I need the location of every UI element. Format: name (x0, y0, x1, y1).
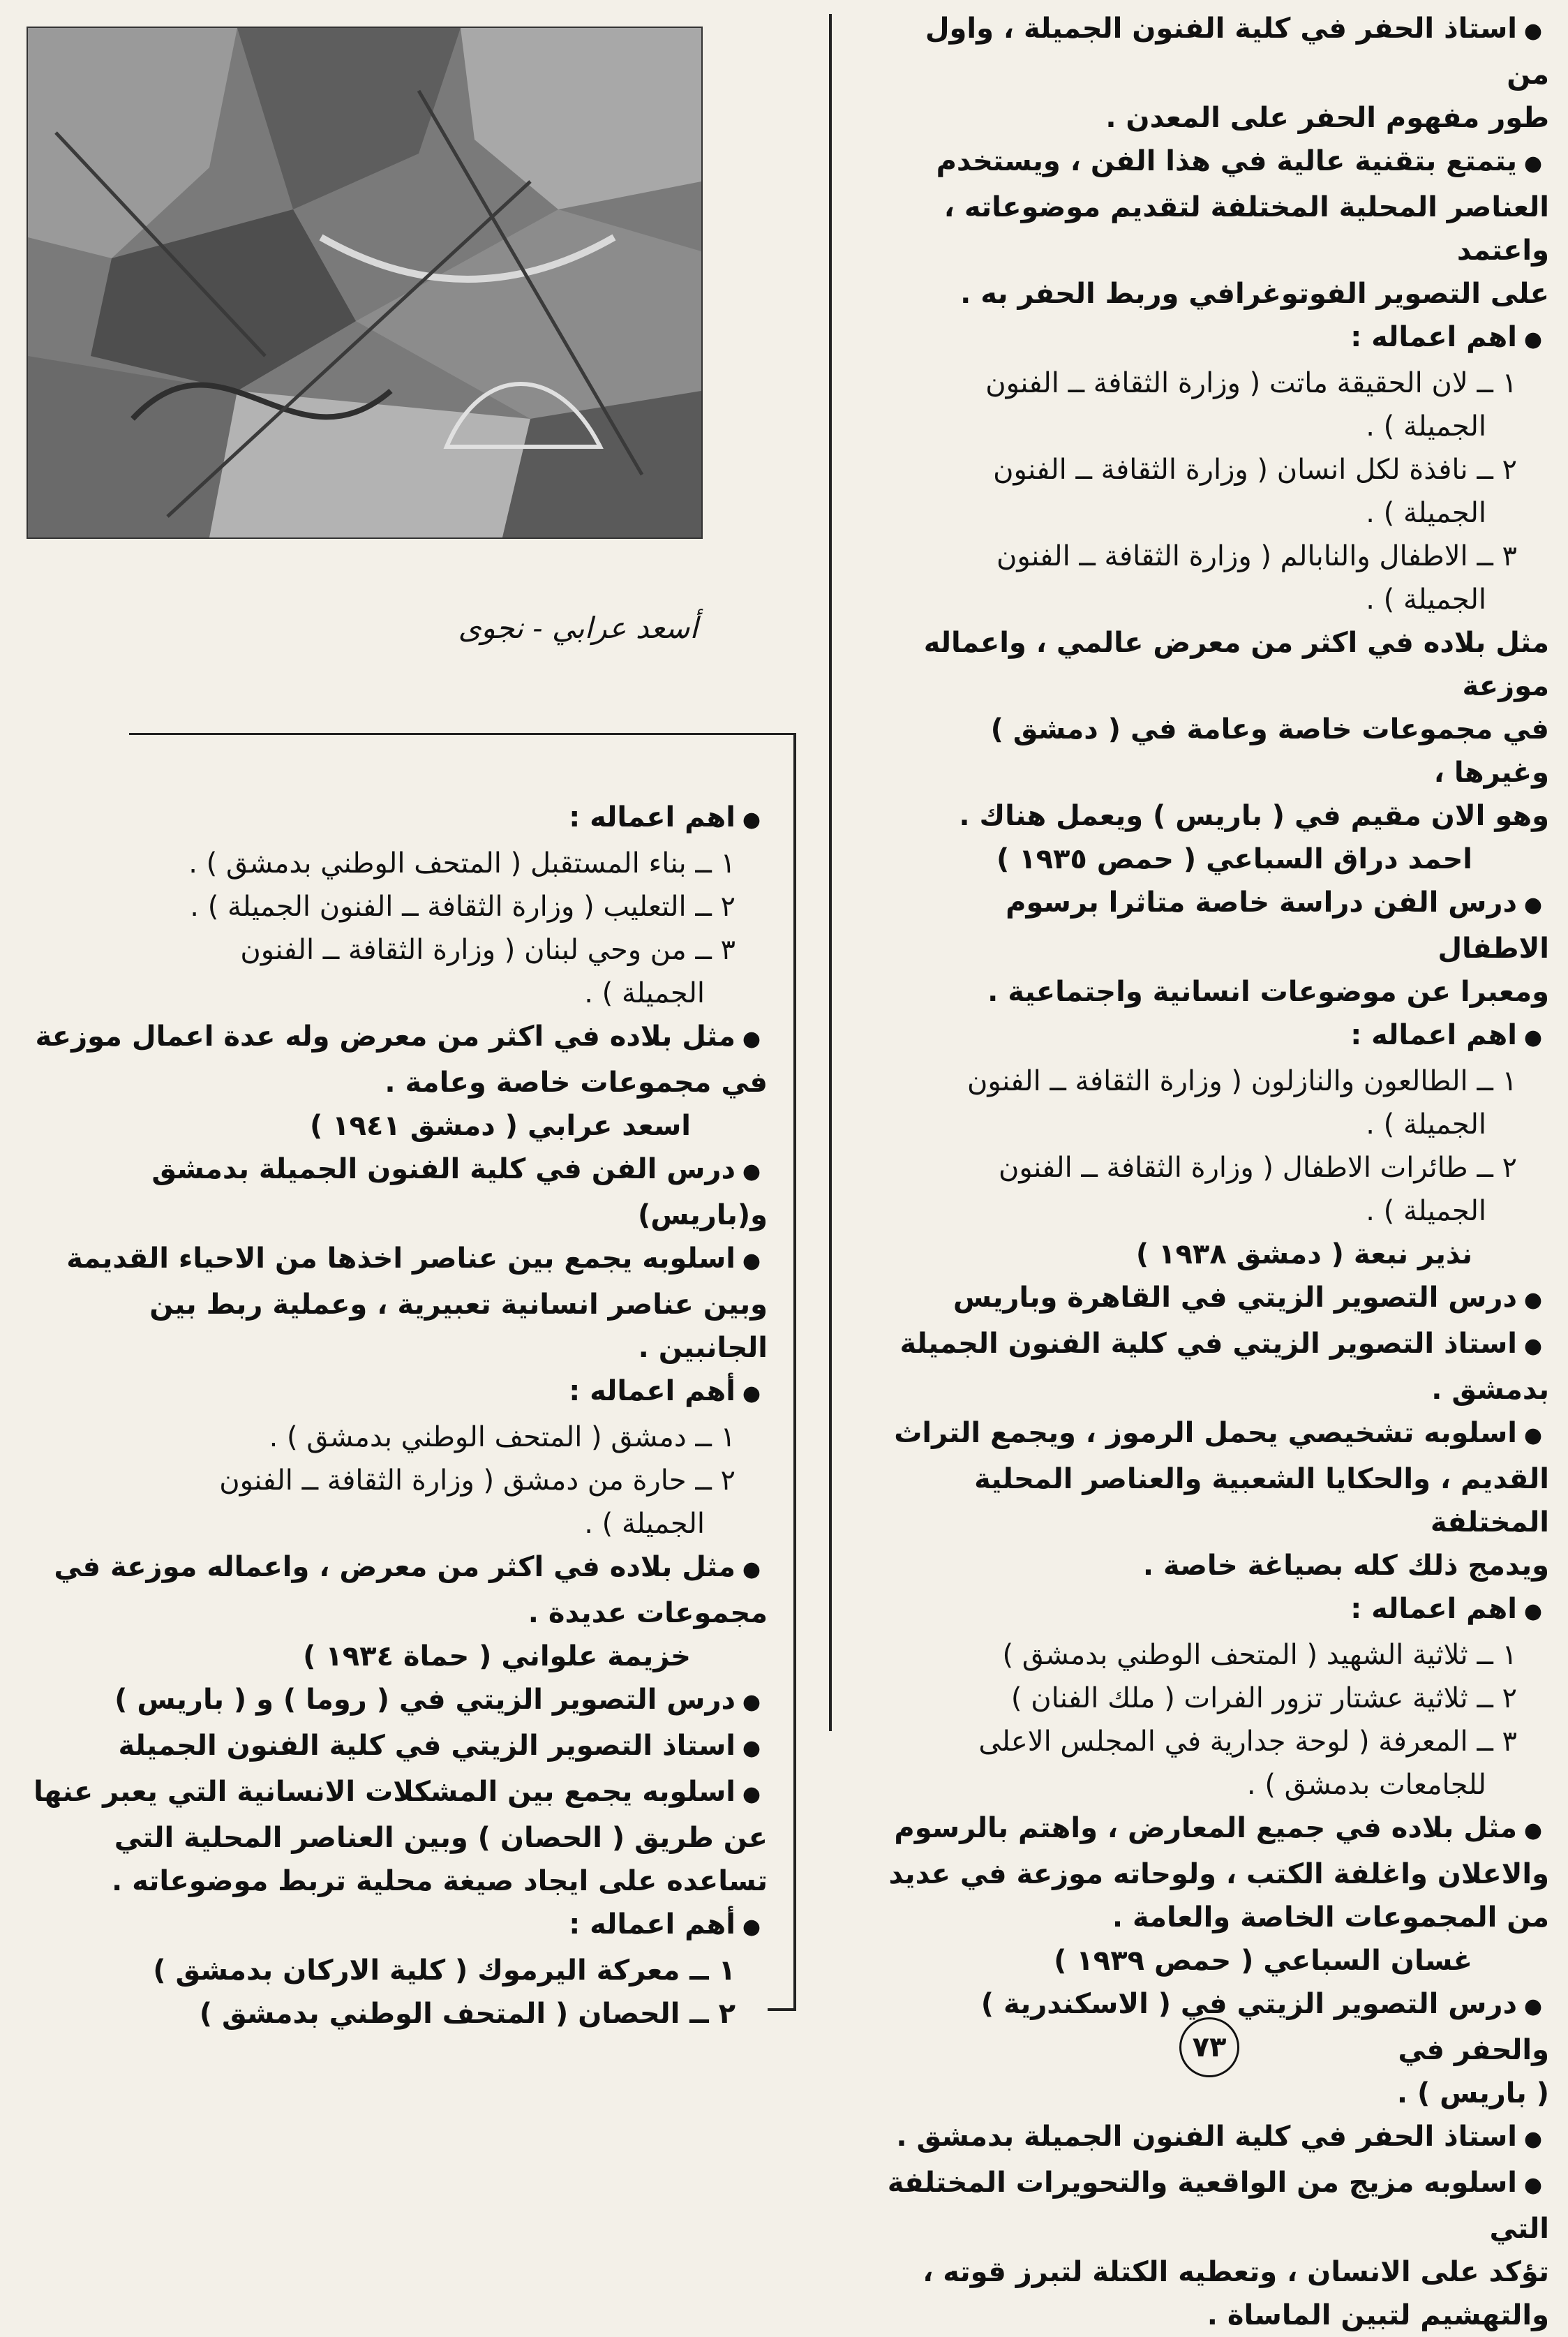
list-item: ٣ ــ الاطفال والنابالم ( وزارة الثقافة ــ الفنون (996, 540, 1517, 572)
bullet-line: ● درس التصوير الزيتي في القاهرة وباريس (886, 1276, 1549, 1322)
bullet-line: ● درس الفن دراسة خاصة متاثرا برسوم الاطفال (886, 881, 1549, 970)
artist-name: اسعد عرابي ( دمشق ١٩٤١ ) (309, 1110, 691, 1142)
bullet-line: ● اسلوبه تشخيصي يحمل الرموز ، ويجمع التراث (886, 1411, 1549, 1457)
bullet-line: ● مثل بلاده في اكثر من معرض ، واعماله موزعة في (28, 1545, 768, 1592)
text-line: في مجموعات خاصة وعامة في ( دمشق ) وغيرها ، (990, 713, 1549, 789)
text-line: من المجموعات الخاصة والعامة . (1112, 1901, 1549, 1934)
text-line: العناصر المحلية المختلفة لتقديم موضوعاته ، واعتمد (943, 191, 1549, 267)
text-line: ويدمج ذلك كله بصياغة خاصة . (1142, 1550, 1549, 1582)
text-line: بدمشق . (1431, 1374, 1549, 1406)
text-line: على التصوير الفوتوغرافي وربط الحفر به . (960, 278, 1549, 310)
text-line: والتهشيم لتبين الماساة . (1207, 2299, 1549, 2331)
text-line: في مجموعات خاصة وعامة . (384, 1067, 768, 1099)
bullet-line: ● أهم اعماله : (28, 1370, 768, 1416)
list-item-continuation: للجامعات بدمشق ) . (1246, 1769, 1486, 1801)
text-line: والاعلان واغلفة الكتب ، ولوحاته موزعة في عديد (888, 1858, 1549, 1890)
list-item: ٢ ــ الحصان ( المتحف الوطني بدمشق ) (199, 1998, 736, 2030)
box-bottom-border (768, 2008, 796, 2011)
bullet-line: ● درس التصوير الزيتي في ( روما ) و ( باريس ) (28, 1678, 768, 1724)
right-column (886, 7, 1549, 2337)
text-line: عن طريق ( الحصان ) وبين العناصر المحلية التي (114, 1822, 768, 1854)
list-item: ١ ــ دمشق ( المتحف الوطني بدمشق ) . (269, 1421, 736, 1453)
list-item: ١ ــ بناء المستقبل ( المتحف الوطني بدمشق ) . (188, 847, 736, 880)
artist-name: احمد دراق السباعي ( حمص ١٩٣٥ ) (996, 843, 1472, 875)
bullet-line: ● اهم اعماله : (886, 1587, 1549, 1633)
artist-name: غسان السباعي ( حمص ١٩٣٩ ) (1054, 1945, 1472, 1977)
list-item: ٢ ــ نافذة لكل انسان ( وزارة الثقافة ــ الفنون (993, 454, 1517, 486)
page-number: ٧٣ (1179, 2017, 1239, 2077)
list-item-continuation: الجميلة ) . (1366, 497, 1486, 529)
bullet-line: ● استاذ الحفر في كلية الفنون الجميلة بدمشق . (886, 2115, 1549, 2161)
list-item-continuation: الجميلة ) . (1366, 410, 1486, 443)
list-item: ١ ــ ثلاثية الشهيد ( المتحف الوطني بدمشق ) (1002, 1639, 1517, 1671)
text-line: تساعده على ايجاد صيغة محلية تربط موضوعاته . (112, 1865, 768, 1897)
bullet-line: ● اهم اعماله : (28, 796, 768, 842)
painting-image (27, 27, 703, 539)
painting-caption: أسعد عرابي - نجوى (458, 611, 698, 645)
artist-name: نذير نبعة ( دمشق ١٩٣٨ ) (1135, 1238, 1472, 1270)
text-line: تؤكد على الانسان ، وتعطيه الكتلة لتبرز قوته ، (923, 2256, 1549, 2288)
text-line: ومعبرا عن موضوعات انسانية واجتماعية . (987, 976, 1549, 1008)
bullet-line: ● اهم اعماله : (886, 316, 1549, 362)
bullet-line: ● اسلوبه يجمع بين المشكلات الانسانية التي يعبر عنها (28, 1770, 768, 1816)
list-item: ٣ ــ المعرفة ( لوحة جدارية في المجلس الاعلى (978, 1726, 1517, 1758)
bullet-line: ● استاذ التصوير الزيتي في كلية الفنون الجميلة (886, 1322, 1549, 1368)
column-divider (829, 14, 832, 1731)
left-column (28, 796, 768, 2035)
text-line: الجانبين . (638, 1332, 768, 1364)
text-line: مثل بلاده في اكثر من معرض عالمي ، واعماله موزعة (923, 627, 1549, 702)
bullet-line: ● درس التصوير الزيتي في ( الاسكندرية ) والحفر في (886, 1982, 1549, 2072)
box-right-border (793, 733, 796, 2010)
bullet-line: ● مثل بلاده في اكثر من معرض وله عدة اعمال موزعة (28, 1015, 768, 1061)
list-item: ١ ــ لان الحقيقة ماتت ( وزارة الثقافة ــ الفنون (985, 367, 1517, 399)
bullet-line: ● اهم اعماله : (886, 1014, 1549, 1060)
list-item: ١ ــ الطالعون والنازلون ( وزارة الثقافة ــ الفنون (967, 1065, 1517, 1097)
text-line: طور مفهوم الحفر على المعدن . (1105, 102, 1549, 134)
text-line: القديم ، والحكايا الشعبية والعناصر المحلية المختلفة (974, 1463, 1549, 1538)
text-line: ( باريس ) . (1396, 2077, 1549, 2109)
list-item-continuation: الجميلة ) . (584, 1508, 705, 1540)
list-item: ٢ ــ حارة من دمشق ( وزارة الثقافة ــ الفنون (219, 1464, 736, 1497)
artist-name: خزيمة علواني ( حماة ١٩٣٤ ) (303, 1640, 691, 1672)
bullet-line: ● استاذ التصوير الزيتي في كلية الفنون الجميلة (28, 1724, 768, 1770)
bullet-line: ● استاذ الحفر في كلية الفنون الجميلة ، واول من (886, 7, 1549, 96)
list-item: ٢ ــ طائرات الاطفال ( وزارة الثقافة ــ الفنون (999, 1152, 1517, 1184)
bullet-line: ● اسلوبه يجمع بين عناصر اخذها من الاحياء القديمة (28, 1237, 768, 1283)
list-item: ١ ــ معركة اليرموك ( كلية الاركان بدمشق ) (153, 1954, 736, 1987)
bullet-line: ● مثل بلاده في جميع المعارض ، واهتم بالرسوم (886, 1806, 1549, 1853)
list-item: ٣ ــ من وحي لبنان ( وزارة الثقافة ــ الفنون (240, 934, 736, 966)
text-line: مجموعات عديدة . (528, 1597, 768, 1629)
list-item: ٢ ــ التعليب ( وزارة الثقافة ــ الفنون الجميلة ) . (190, 891, 736, 923)
text-line: وبين عناصر انسانية تعبيرية ، وعملية ربط بين (149, 1289, 768, 1321)
list-item-continuation: الجميلة ) . (1366, 584, 1486, 616)
box-top-border (129, 733, 796, 735)
bullet-line: ● درس الفن في كلية الفنون الجميلة بدمشق و(باريس) (28, 1148, 768, 1237)
list-item: ٢ ــ ثلاثية عشتار تزور الفرات ( ملك الفنان ) (1010, 1682, 1517, 1714)
painting-artwork (28, 28, 701, 537)
bullet-line: ● اسلوبه مزيج من الواقعية والتحويرات المختلفة التي (886, 2161, 1549, 2250)
bullet-line: ● يتمتع بتقنية عالية في هذا الفن ، ويستخدم (886, 140, 1549, 186)
bullet-line: ● أهم اعماله : (28, 1903, 768, 1949)
list-item-continuation: الجميلة ) . (584, 977, 705, 1009)
list-item-continuation: الجميلة ) . (1366, 1195, 1486, 1227)
list-item-continuation: الجميلة ) . (1366, 1108, 1486, 1141)
text-line: وهو الان مقيم في ( باريس ) ويعمل هناك . (959, 800, 1549, 832)
